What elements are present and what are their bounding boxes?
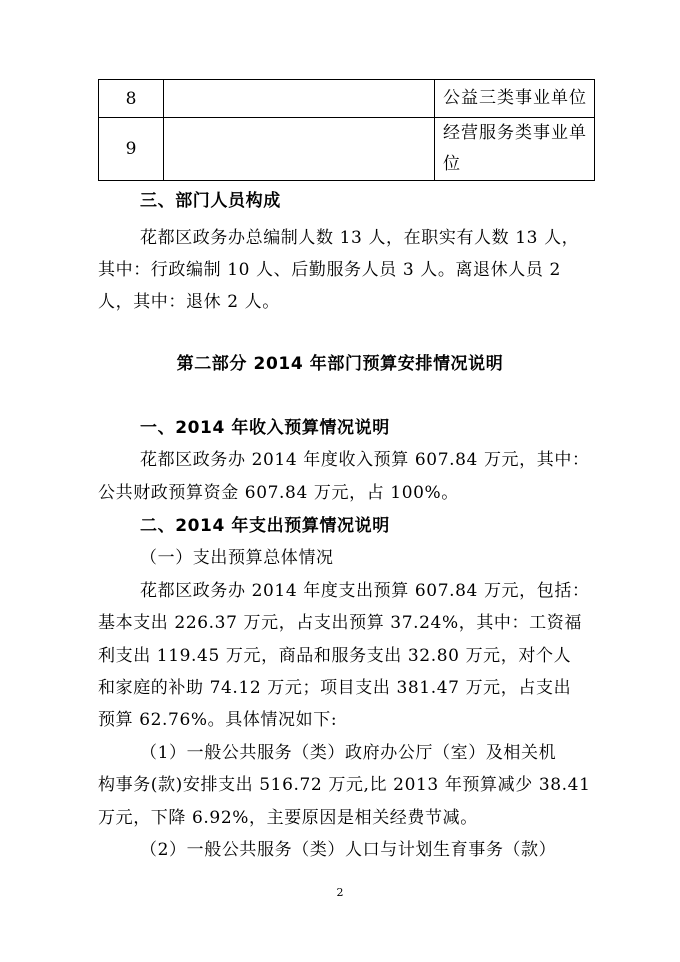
paragraph-line: 基本支出 226.37 万元，占支出预算 37.24%，其中：工资福: [98, 613, 582, 633]
section-heading: 一、2014 年收入预算情况说明: [140, 418, 390, 438]
paragraph-line: 花都区政务办 2014 年度支出预算 607.84 万元，包括：: [140, 581, 590, 601]
table-row: [99, 80, 595, 118]
unit-type-line: 经营服务类事业单: [443, 123, 587, 143]
paragraph-line: 其中：行政编制 10 人、后勤服务人员 3 人。离退休人员 2: [98, 260, 561, 280]
unit-table: [98, 79, 595, 181]
paragraph-line: 和家庭的补助 74.12 万元；项目支出 381.47 万元，占支出: [98, 678, 572, 698]
section-heading: 三、部门人员构成: [140, 191, 281, 211]
paragraph-line: 构事务(款)安排支出 516.72 万元,比 2013 年预算减少 38.41: [98, 775, 591, 795]
paragraph-line: 花都区政务办总编制人数 13 人，在职实有人数 13 人，: [140, 228, 580, 248]
row-number: 8: [99, 80, 164, 118]
unit-name-cell: [164, 118, 435, 181]
paragraph-line: 利支出 119.45 万元，商品和服务支出 32.80 万元，对个人: [98, 646, 572, 666]
subsection-heading: （一）支出预算总体情况: [140, 548, 334, 568]
part-title: 第二部分 2014 年部门预算安排情况说明: [176, 354, 504, 374]
unit-type-cell: [435, 80, 595, 118]
paragraph-line: 人，其中：退休 2 人。: [98, 292, 280, 312]
section-heading: 二、2014 年支出预算情况说明: [140, 516, 390, 536]
unit-type-cell: [435, 118, 595, 181]
paragraph-line: （2）一般公共服务（类）人口与计划生育事务（款）: [140, 840, 557, 860]
paragraph-line: 预算 62.76%。具体情况如下:: [98, 710, 338, 730]
unit-type-line: 位: [443, 154, 461, 174]
unit-type-line: 公益三类事业单位: [443, 88, 587, 108]
paragraph-line: 万元，下降 6.92%，主要原因是相关经费节减。: [98, 808, 478, 828]
table-row: [99, 118, 595, 181]
page-number: 2: [336, 886, 344, 899]
paragraph-line: 花都区政务办 2014 年度收入预算 607.84 万元，其中：: [140, 450, 590, 470]
unit-name-cell: [164, 80, 435, 118]
row-number: 9: [99, 118, 164, 181]
paragraph-line: 公共财政预算资金 607.84 万元，占 100%。: [98, 483, 459, 503]
paragraph-line: （1）一般公共服务（类）政府办公厅（室）及相关机: [140, 743, 557, 763]
